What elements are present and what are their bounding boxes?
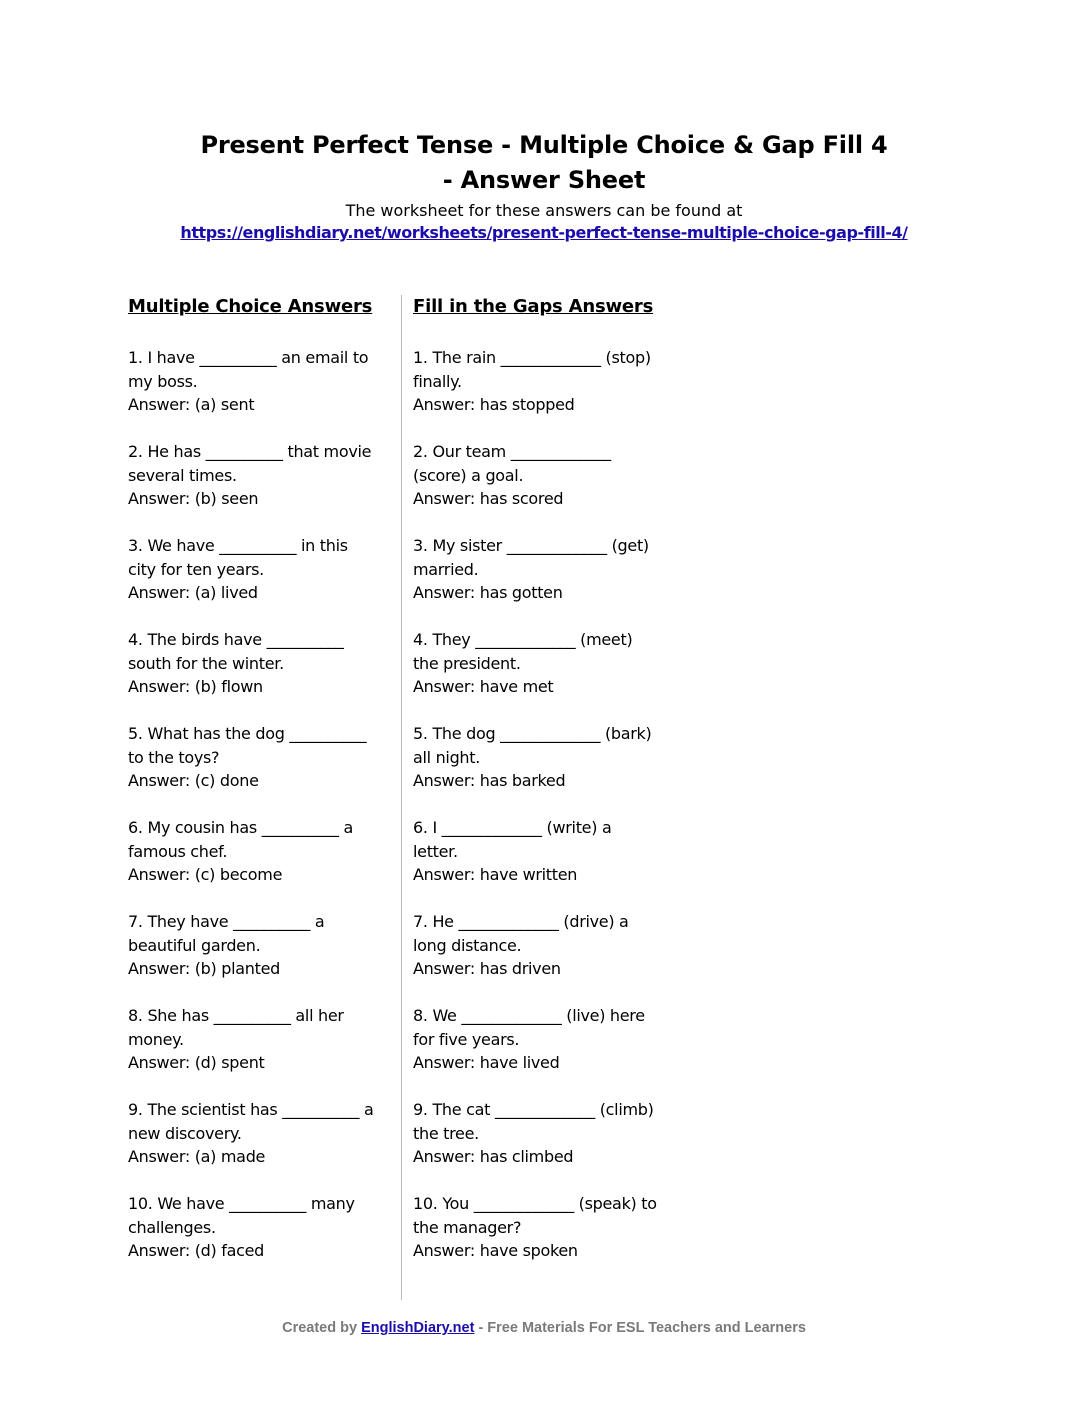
fill-gaps-question-line2: finally. xyxy=(413,371,462,391)
fill-gaps-answer: Answer: has gotten xyxy=(413,583,563,602)
multiple-choice-question-line1: 6. My cousin has __________ a xyxy=(128,818,354,837)
fill-gaps-question-line1: 6. I _____________ (write) a xyxy=(413,818,612,837)
fill-gaps-column xyxy=(413,292,693,1286)
multiple-choice-question-line2: famous chef. xyxy=(128,841,228,861)
fill-gaps-item-9 xyxy=(413,1098,693,1169)
fill-gaps-item-7 xyxy=(413,910,693,981)
fill-gaps-question-line2: for five years. xyxy=(413,1029,520,1049)
fill-gaps-answer: Answer: have lived xyxy=(413,1053,560,1072)
fill-gaps-answer: Answer: has scored xyxy=(413,489,564,508)
page-footer xyxy=(0,1320,1088,1336)
multiple-choice-question-line2: beautiful garden. xyxy=(128,935,261,955)
fill-gaps-question-line2: the tree. xyxy=(413,1123,479,1143)
multiple-choice-list xyxy=(128,346,390,1263)
multiple-choice-answer: Answer: (d) spent xyxy=(128,1053,265,1072)
multiple-choice-answer: Answer: (b) planted xyxy=(128,959,280,978)
fill-gaps-question-line2: all night. xyxy=(413,747,481,767)
fill-gaps-question-line1: 9. The cat _____________ (climb) xyxy=(413,1100,654,1119)
fill-gaps-item-6 xyxy=(413,816,693,887)
multiple-choice-question-line1: 3. We have __________ in this xyxy=(128,536,348,555)
multiple-choice-question-line2: several times. xyxy=(128,465,237,485)
multiple-choice-question-line2: my boss. xyxy=(128,371,198,391)
multiple-choice-answer: Answer: (a) lived xyxy=(128,583,258,602)
column-divider xyxy=(401,295,402,1300)
multiple-choice-question-line2: south for the winter. xyxy=(128,653,284,673)
fill-gaps-question-line2: (score) a goal. xyxy=(413,465,524,485)
fill-gaps-answer: Answer: have met xyxy=(413,677,554,696)
footer-site-link[interactable]: EnglishDiary.net xyxy=(361,1320,475,1336)
fill-gaps-question-line1: 7. He _____________ (drive) a xyxy=(413,912,629,931)
fill-gaps-question-line1: 2. Our team _____________ xyxy=(413,442,611,461)
multiple-choice-item-9 xyxy=(128,1098,390,1169)
multiple-choice-column xyxy=(128,292,390,1286)
multiple-choice-answer: Answer: (d) faced xyxy=(128,1241,264,1260)
fill-gaps-answer: Answer: has stopped xyxy=(413,395,575,414)
fill-gaps-item-3 xyxy=(413,534,693,605)
multiple-choice-question-line1: 8. She has __________ all her xyxy=(128,1006,344,1025)
multiple-choice-item-4 xyxy=(128,628,390,699)
fill-gaps-answer: Answer: have written xyxy=(413,865,578,884)
multiple-choice-answer: Answer: (a) sent xyxy=(128,395,255,414)
fill-gaps-item-5 xyxy=(413,722,693,793)
multiple-choice-question-line1: 10. We have __________ many xyxy=(128,1194,355,1213)
fill-gaps-item-8 xyxy=(413,1004,693,1075)
multiple-choice-question-line2: new discovery. xyxy=(128,1123,242,1143)
fill-gaps-question-line1: 5. The dog _____________ (bark) xyxy=(413,724,652,743)
fill-gaps-heading: Fill in the Gaps Answers xyxy=(413,296,654,317)
multiple-choice-item-3 xyxy=(128,534,390,605)
fill-gaps-question-line1: 4. They _____________ (meet) xyxy=(413,630,633,649)
multiple-choice-question-line2: money. xyxy=(128,1029,184,1049)
page-title-line-1: Present Perfect Tense - Multiple Choice & Gap Fill 4 xyxy=(200,131,888,159)
multiple-choice-question-line2: city for ten years. xyxy=(128,559,264,579)
fill-gaps-question-line2: long distance. xyxy=(413,935,522,955)
multiple-choice-heading: Multiple Choice Answers xyxy=(128,296,373,317)
fill-gaps-question-line2: the manager? xyxy=(413,1217,522,1237)
multiple-choice-item-5 xyxy=(128,722,390,793)
multiple-choice-item-1 xyxy=(128,346,390,417)
multiple-choice-question-line2: challenges. xyxy=(128,1217,216,1237)
fill-gaps-question-line2: married. xyxy=(413,559,479,579)
multiple-choice-question-line1: 9. The scientist has __________ a xyxy=(128,1100,374,1119)
fill-gaps-item-4 xyxy=(413,628,693,699)
footer-prefix: Created by xyxy=(282,1320,362,1336)
fill-gaps-question-line2: letter. xyxy=(413,841,458,861)
multiple-choice-answer: Answer: (a) made xyxy=(128,1147,266,1166)
footer-suffix: - Free Materials For ESL Teachers and Learners xyxy=(474,1320,806,1336)
fill-gaps-question-line1: 3. My sister _____________ (get) xyxy=(413,536,649,555)
worksheet-url-link[interactable]: https://englishdiary.net/worksheets/present-perfect-tense-multiple-choice-gap-fill-4/ xyxy=(180,223,908,242)
multiple-choice-item-7 xyxy=(128,910,390,981)
fill-gaps-item-2 xyxy=(413,440,693,511)
multiple-choice-question-line1: 4. The birds have __________ xyxy=(128,630,344,649)
fill-gaps-list xyxy=(413,346,693,1263)
multiple-choice-item-8 xyxy=(128,1004,390,1075)
page-header xyxy=(0,128,1088,244)
fill-gaps-answer: Answer: has driven xyxy=(413,959,561,978)
multiple-choice-question-line1: 2. He has __________ that movie xyxy=(128,442,372,461)
page-subtitle: The worksheet for these answers can be found at xyxy=(345,201,743,220)
fill-gaps-item-1 xyxy=(413,346,693,417)
fill-gaps-item-10 xyxy=(413,1192,693,1263)
page-title-line-2: - Answer Sheet xyxy=(442,166,646,194)
multiple-choice-answer: Answer: (c) become xyxy=(128,865,283,884)
multiple-choice-question-line2: to the toys? xyxy=(128,747,220,767)
multiple-choice-answer: Answer: (b) flown xyxy=(128,677,263,696)
multiple-choice-question-line1: 5. What has the dog __________ xyxy=(128,724,367,743)
multiple-choice-question-line1: 7. They have __________ a xyxy=(128,912,325,931)
fill-gaps-question-line2: the president. xyxy=(413,653,521,673)
multiple-choice-answer: Answer: (c) done xyxy=(128,771,259,790)
multiple-choice-item-2 xyxy=(128,440,390,511)
fill-gaps-question-line1: 1. The rain _____________ (stop) xyxy=(413,348,651,367)
fill-gaps-answer: Answer: has barked xyxy=(413,771,566,790)
multiple-choice-answer: Answer: (b) seen xyxy=(128,489,259,508)
fill-gaps-answer: Answer: have spoken xyxy=(413,1241,578,1260)
multiple-choice-question-line1: 1. I have __________ an email to xyxy=(128,348,369,367)
multiple-choice-item-10 xyxy=(128,1192,390,1263)
multiple-choice-item-6 xyxy=(128,816,390,887)
fill-gaps-question-line1: 8. We _____________ (live) here xyxy=(413,1006,645,1025)
fill-gaps-answer: Answer: has climbed xyxy=(413,1147,574,1166)
fill-gaps-question-line1: 10. You _____________ (speak) to xyxy=(413,1194,657,1213)
